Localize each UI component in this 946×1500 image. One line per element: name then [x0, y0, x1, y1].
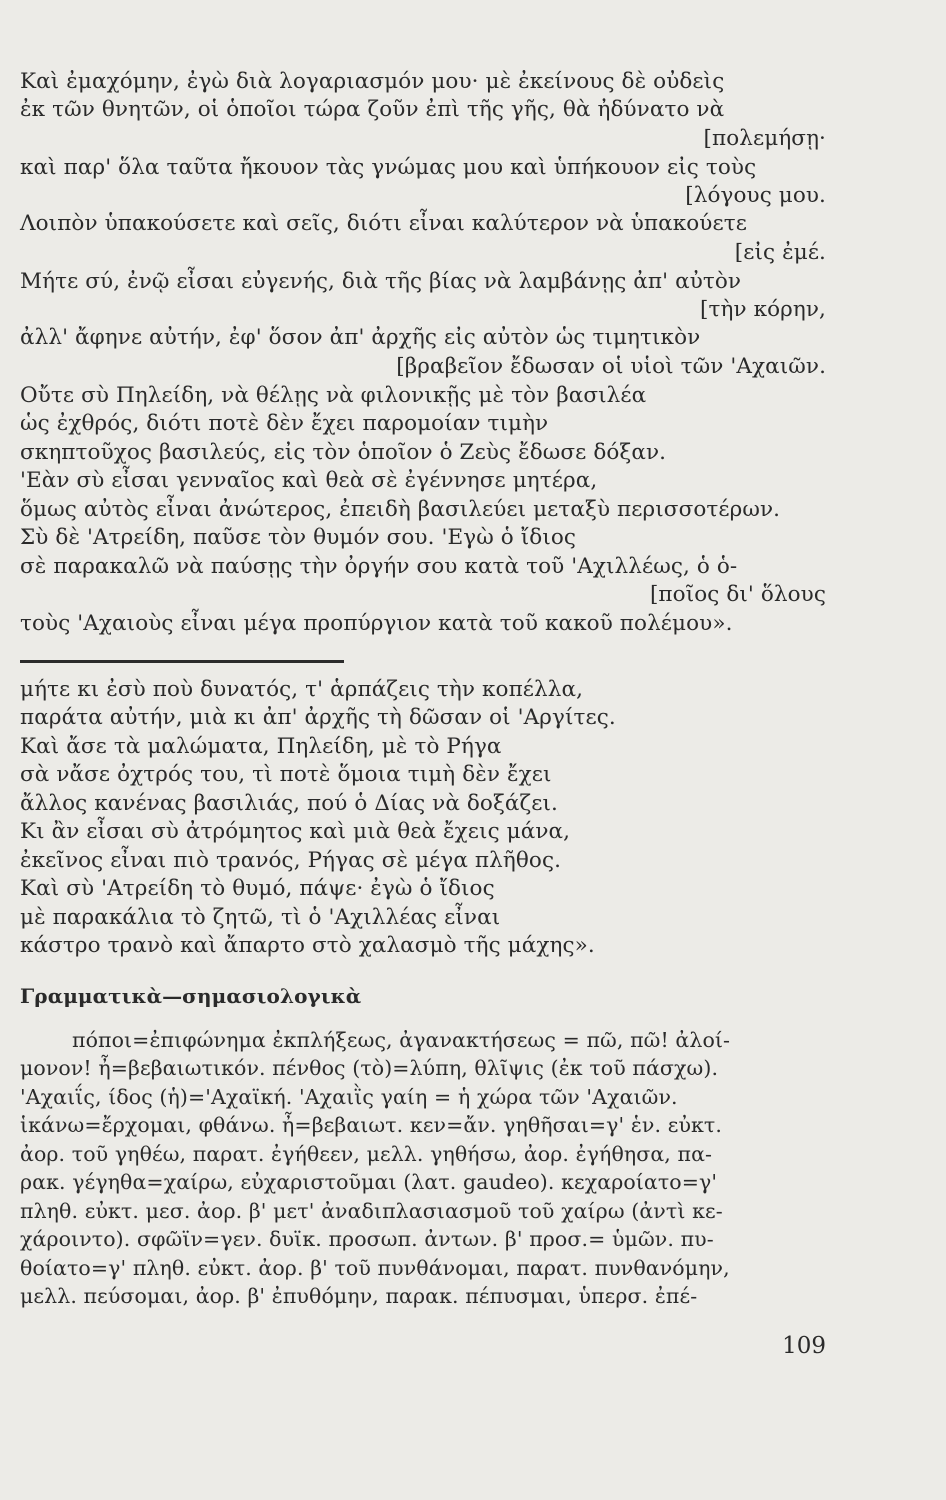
prose-line: σὲ παρακαλῶ νὰ παύσῃς τὴν ὀργήν σου κατὰ τοῦ 'Αχιλλέως, ὁ ὁ-: [20, 554, 738, 579]
prose-line: ἀλλ' ἄφηνε αὐτήν, ἐφ' ὅσον ἀπ' ἀρχῆς εἰς αὐτὸν ὡς τιμητικὸν: [20, 325, 701, 350]
verse-line: Κι ἂν εἶσαι σὺ ἀτρόμητος καὶ μιὰ θεὰ ἔχεις μάνα,: [20, 819, 571, 844]
glossary-line: μονον! ἦ=βεβαιωτικόν. πένθος (τὸ)=λύπη, θλῖψις (ἐκ τοῦ πάσχω).: [20, 1056, 719, 1080]
verse-line: ἐκεῖνος εἶναι πιὸ τρανός, Ρήγας σὲ μέγα πλῆθος.: [20, 848, 562, 873]
prose-line-continuation: [ποῖος δι' ὅλους: [649, 582, 826, 607]
prose-line: καὶ παρ' ὅλα ταῦτα ἤκουον τὰς γνώμας μου καὶ ὑπήκουον εἰς τοὺς: [20, 155, 757, 180]
prose-line-continuation: [βραβεῖον ἔδωσαν οἱ υἱοὶ τῶν 'Αχαιῶν.: [396, 354, 826, 379]
verse-line: κάστρο τρανὸ καὶ ἄπαρτο στὸ χαλασμὸ τῆς μάχης».: [20, 933, 595, 958]
verse-line: σὰ νἄσε ὀχτρός του, τὶ ποτὲ ὅμοια τιμὴ δὲν ἔχει: [20, 762, 552, 787]
prose-line: 'Εὰν σὺ εἶσαι γενναῖος καὶ θεὰ σὲ ἐγέννησε μητέρα,: [20, 468, 598, 493]
verse-line: ἄλλος κανένας βασιλιάς, πού ὁ Δίας νὰ δοξάζει.: [20, 791, 558, 816]
prose-line-continuation: [λόγους μου.: [685, 183, 826, 208]
prose-line-continuation: [τὴν κόρην,: [700, 297, 826, 322]
glossary-line: 'Αχαιΐς, ίδος (ἡ)='Αχαϊκή. 'Αχαιῒς γαίη = ἡ χώρα τῶν 'Αχαιῶν.: [20, 1085, 678, 1109]
page-number: 109: [782, 1333, 826, 1359]
prose-line: τοὺς 'Αχαιοὺς εἶναι μέγα προπύργιον κατὰ τοῦ κακοῦ πολέμου».: [20, 611, 733, 636]
glossary-line: πληθ. εὐκτ. μεσ. ἀορ. β' μετ' ἀναδιπλασιασμοῦ τοῦ χαίρω (ἀντὶ κε-: [20, 1199, 723, 1223]
glossary-line: μελλ. πεύσομαι, ἀορ. β' ἐπυθόμην, παρακ. πέπυσμαι, ὑπερσ. ἐπέ-: [20, 1284, 698, 1308]
prose-line-continuation: [εἰς ἐμέ.: [734, 240, 826, 265]
glossary-line: ἱκάνω=ἔρχομαι, φθάνω. ἦ=βεβαιωτ. κεν=ἄν. γηθῆσαι=γ' ἑν. εὐκτ.: [20, 1113, 722, 1137]
verse-line: Καὶ ἄσε τὰ μαλώματα, Πηλείδη, μὲ τὸ Ρήγα: [20, 734, 502, 759]
glossary-line: θοίατο=γ' πληθ. εὐκτ. ἀορ. β' τοῦ πυνθάνομαι, παρατ. πυνθανόμην,: [20, 1256, 730, 1280]
glossary-line: πόποι=ἐπιφώνημα ἐκπλήξεως, ἀγανακτήσεως = πῶ, πῶ! ἀλοί-: [72, 1028, 731, 1052]
glossary-heading: Γραμματικὰ—σημασιολογικὰ: [20, 984, 362, 1008]
section-divider: [20, 660, 344, 663]
verse-line: μὲ παρακάλια τὸ ζητῶ, τὶ ὁ 'Αχιλλέας εἶναι: [20, 905, 501, 930]
verse-line: παράτα αὐτήν, μιὰ κι ἀπ' ἀρχῆς τὴ δῶσαν οἱ 'Αργίτες.: [20, 705, 616, 730]
prose-line: Σὺ δὲ 'Ατρείδη, παῦσε τὸν θυμόν σου. 'Εγὼ ὁ ἴδιος: [20, 525, 577, 550]
glossary-line: ἀορ. τοῦ γηθέω, παρατ. ἐγήθεεν, μελλ. γηθήσω, ἀορ. ἐγήθησα, πα-: [20, 1142, 713, 1166]
prose-line: Λοιπὸν ὑπακούσετε καὶ σεῖς, διότι εἶναι καλύτερον νὰ ὑπακούετε: [20, 211, 747, 236]
glossary-line: χάροιντο). σφῶϊν=γεν. δυϊκ. προσωπ. ἀντων. β' προσ.= ὑμῶν. πυ-: [20, 1227, 714, 1251]
verse-line: Καὶ σὺ 'Ατρείδη τὸ θυμό, πάψε· ἐγὼ ὁ ἴδιος: [20, 876, 495, 901]
prose-line: ὅμως αὐτὸς εἶναι ἀνώτερος, ἐπειδὴ βασιλεύει μεταξὺ περισσοτέρων.: [20, 497, 781, 522]
prose-line: ἐκ τῶν θνητῶν, οἱ ὁποῖοι τώρα ζοῦν ἐπὶ τῆς γῆς, θὰ ἠδύνατο νὰ: [20, 97, 725, 122]
prose-line: σκηπτοῦχος βασιλεύς, εἰς τὸν ὁποῖον ὁ Ζεὺς ἔδωσε δόξαν.: [20, 440, 667, 465]
prose-line: Μήτε σύ, ἐνῷ εἶσαι εὐγενής, διὰ τῆς βίας νὰ λαμβάνῃς ἀπ' αὐτὸν: [20, 269, 742, 294]
prose-line: ὡς ἐχθρός, διότι ποτὲ δὲν ἔχει παρομοίαν τιμὴν: [20, 411, 549, 436]
prose-line-continuation: [πολεμήσῃ·: [703, 126, 826, 151]
verse-line: μήτε κι ἐσὺ ποὺ δυνατός, τ' ἁρπάζεις τὴν κοπέλλα,: [20, 677, 584, 702]
prose-line: Οὔτε σὺ Πηλείδη, νὰ θέλῃς νὰ φιλονικῇς μὲ τὸν βασιλέα: [20, 383, 647, 408]
prose-line: Καὶ ἐμαχόμην, ἐγὼ διὰ λογαριασμόν μου· μὲ ἐκείνους δὲ οὐδεὶς: [20, 69, 725, 94]
glossary-line: ρακ. γέγηθα=χαίρω, εὐχαριστοῦμαι (λατ. gaudeo). κεχαροίατο=γ': [20, 1170, 718, 1194]
